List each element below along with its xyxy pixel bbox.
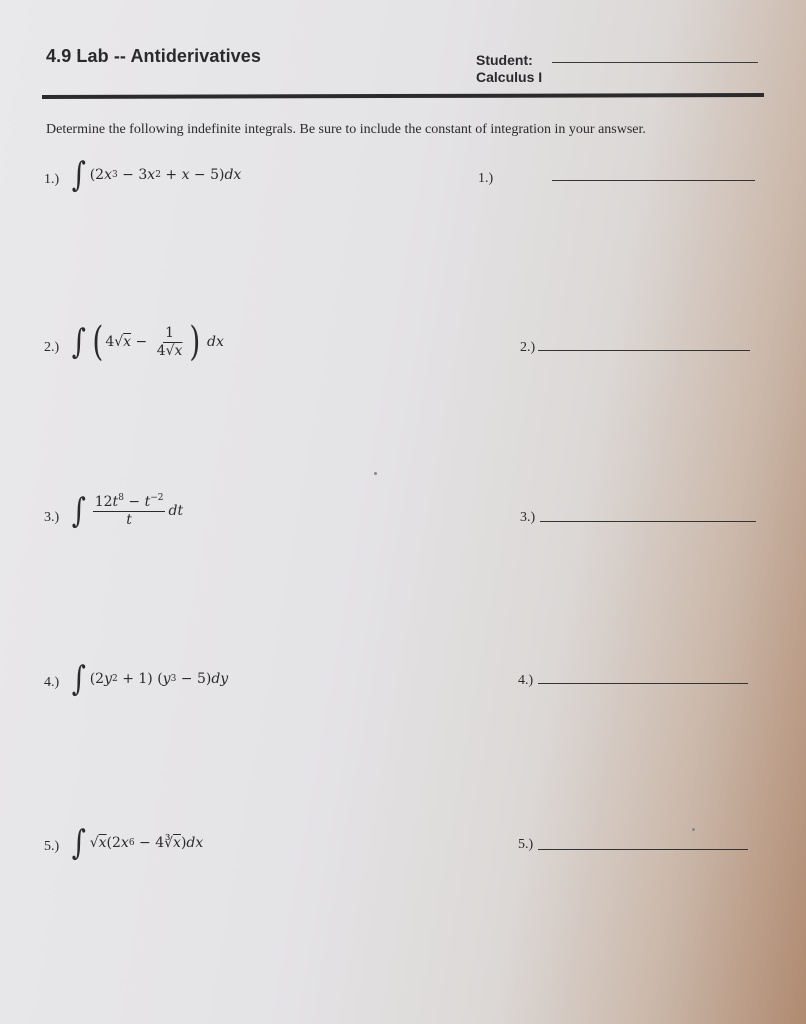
paper-speck [374,472,377,475]
integral-sign: ∫ [71,823,86,863]
answer-line-1 [552,180,755,181]
problem-3 [44,491,744,554]
answer-label-2: 2.) [520,340,536,355]
problem-number: 2.) [44,340,60,355]
answer-label-3: 3.) [520,510,536,525]
integral-sign: ∫ [71,491,86,532]
problem-5 [44,823,744,886]
integral-expression: ∫ (2 x 3 − 3 x 2 + x − 5) dx [71,155,242,195]
integral-expression: ∫ √ x (2 x 6 − 4∛ $\overline{x}$ ) dx [71,823,204,863]
student-label: Student: [476,52,533,68]
answer-label-5: 5.) [518,837,534,852]
header-divider [42,93,764,99]
student-name-line [552,62,758,63]
problem-number: 3.) [44,510,60,525]
answer-line-3 [540,521,756,522]
integral-sign: ∫ [71,155,86,195]
integral-sign: ∫ [71,659,86,699]
integral-expression: ∫ (2 y 2 + 1) ( y 3 − 5) dy [71,659,229,699]
answer-line-5 [538,849,748,850]
answer-label-1: 1.) [478,171,494,186]
paper-speck [692,828,695,831]
answer-label-4: 4.) [518,673,534,688]
worksheet-title: 4.9 Lab -- Antiderivatives [46,46,261,66]
answer-line-2 [538,350,750,351]
problem-4 [44,659,744,722]
integral-expression: ∫ ( 4√ x − $\frac{1}{4√x}$ ) dx [71,319,224,365]
problem-2 [44,319,744,382]
answer-line-4 [538,683,748,684]
problem-number: 1.) [44,172,60,187]
course-label: Calculus I [476,69,543,85]
problem-1 [44,156,744,216]
integral-sign: ∫ [71,322,86,362]
integral-expression: ∫ $\frac{12t^8 - t^{-2}}{t}$ dt [71,491,184,532]
instructions-text: Determine the following indefinite integrals. Be sure to include the constant of integration in your answser. [46,122,646,137]
problem-number: 4.) [44,675,60,690]
problem-number: 5.) [44,839,60,854]
